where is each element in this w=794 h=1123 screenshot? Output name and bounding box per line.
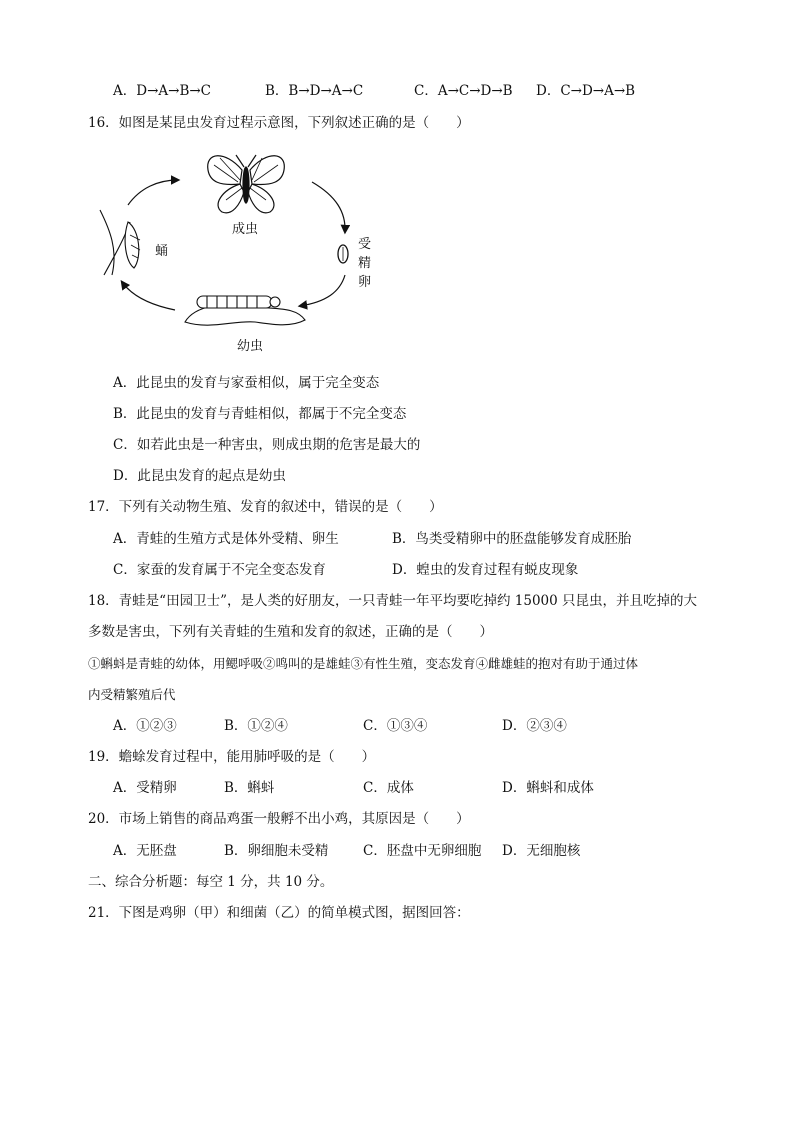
butterfly-icon [208,155,285,213]
q19-option-a: A．受精卵 [113,780,177,796]
q20-option-b: B．卵细胞未受精 [224,843,329,859]
q20-option-a: A．无胚盘 [113,843,177,859]
q17-option-b: B．鸟类受精卵中的胚盘能够发育成胚胎 [392,531,632,547]
q16-option-a: A．此昆虫的发育与家蚕相似，属于完全变态 [113,375,380,391]
pupa-label: 蛹 [155,244,169,259]
q20-stem: 20．市场上销售的商品鸡蛋一般孵不出小鸡，其原因是（ ） [88,811,470,827]
q18-stem-line1: 18．青蛙是“田园卫士”，是人类的好朋友，一只青蛙一年平均要吃掉约 15000 只昆虫，并且吃掉的大 [88,593,698,609]
q21-stem: 21．下图是鸡卵（甲）和细菌（乙）的简单模式图，据图回答： [88,905,470,921]
larva-label: 幼虫 [237,339,264,354]
egg-label: 受精卵 [358,237,372,290]
caterpillar-icon [185,296,305,325]
section-heading: 二、综合分析题：每空 1 分，共 10 分。 [88,874,334,890]
q18-option-a: A．①②③ [113,718,177,734]
pupa-icon [100,210,140,275]
q17-option-c: C．家蚕的发育属于不完全变态发育 [113,562,326,578]
q16-stem: 16．如图是某昆虫发育过程示意图，下列叙述正确的是（ ） [88,115,470,131]
q18-stem-line2: 多数是害虫，下列有关青蛙的生殖和发育的叙述，正确的是（ ） [88,624,493,640]
q17-option-d: D．蝗虫的发育过程有蜕皮现象 [392,562,579,578]
q17-stem: 17．下列有关动物生殖、发育的叙述中，错误的是（ ） [88,499,443,515]
q19-option-c: C．成体 [363,780,414,796]
q19-option-d: D．蝌蚪和成体 [502,780,594,796]
q15-option-b: B．B→D→A→C [265,83,364,99]
q18-option-c: C．①③④ [363,718,428,734]
q19-option-b: B．蝌蚪 [224,780,275,796]
q17-option-a: A．青蛙的生殖方式是体外受精、卵生 [113,531,339,547]
q15-option-a: A．D→A→B→C [113,83,212,99]
q20-option-c: C．胚盘中无卵细胞 [363,843,482,859]
q16-option-c: C．如若此虫是一种害虫，则成虫期的危害是最大的 [113,437,421,453]
q20-option-d: D．无细胞核 [502,843,581,859]
q18-statements-line2: 内受精繁殖后代 [88,687,176,702]
q18-option-d: D．②③④ [502,718,567,734]
q15-option-d: D．C→D→A→B [536,83,636,99]
q18-statements-line1: ①蝌蚪是青蛙的幼体，用鳃呼吸②鸣叫的是雄蛙③有性生殖，变态发育④雌雄蛙的抱对有助于通过体 [88,656,639,671]
q16-option-b: B．此昆虫的发育与青蛙相似，都属于不完全变态 [113,406,407,422]
q16-option-d: D．此昆虫发育的起点是幼虫 [113,468,286,484]
q15-option-c: C．A→C→D→B [414,83,513,99]
adult-label: 成虫 [232,222,259,237]
q18-option-b: B．①②④ [224,718,288,734]
q19-stem: 19．蟾蜍发育过程中，能用肺呼吸的是（ ） [88,749,376,765]
